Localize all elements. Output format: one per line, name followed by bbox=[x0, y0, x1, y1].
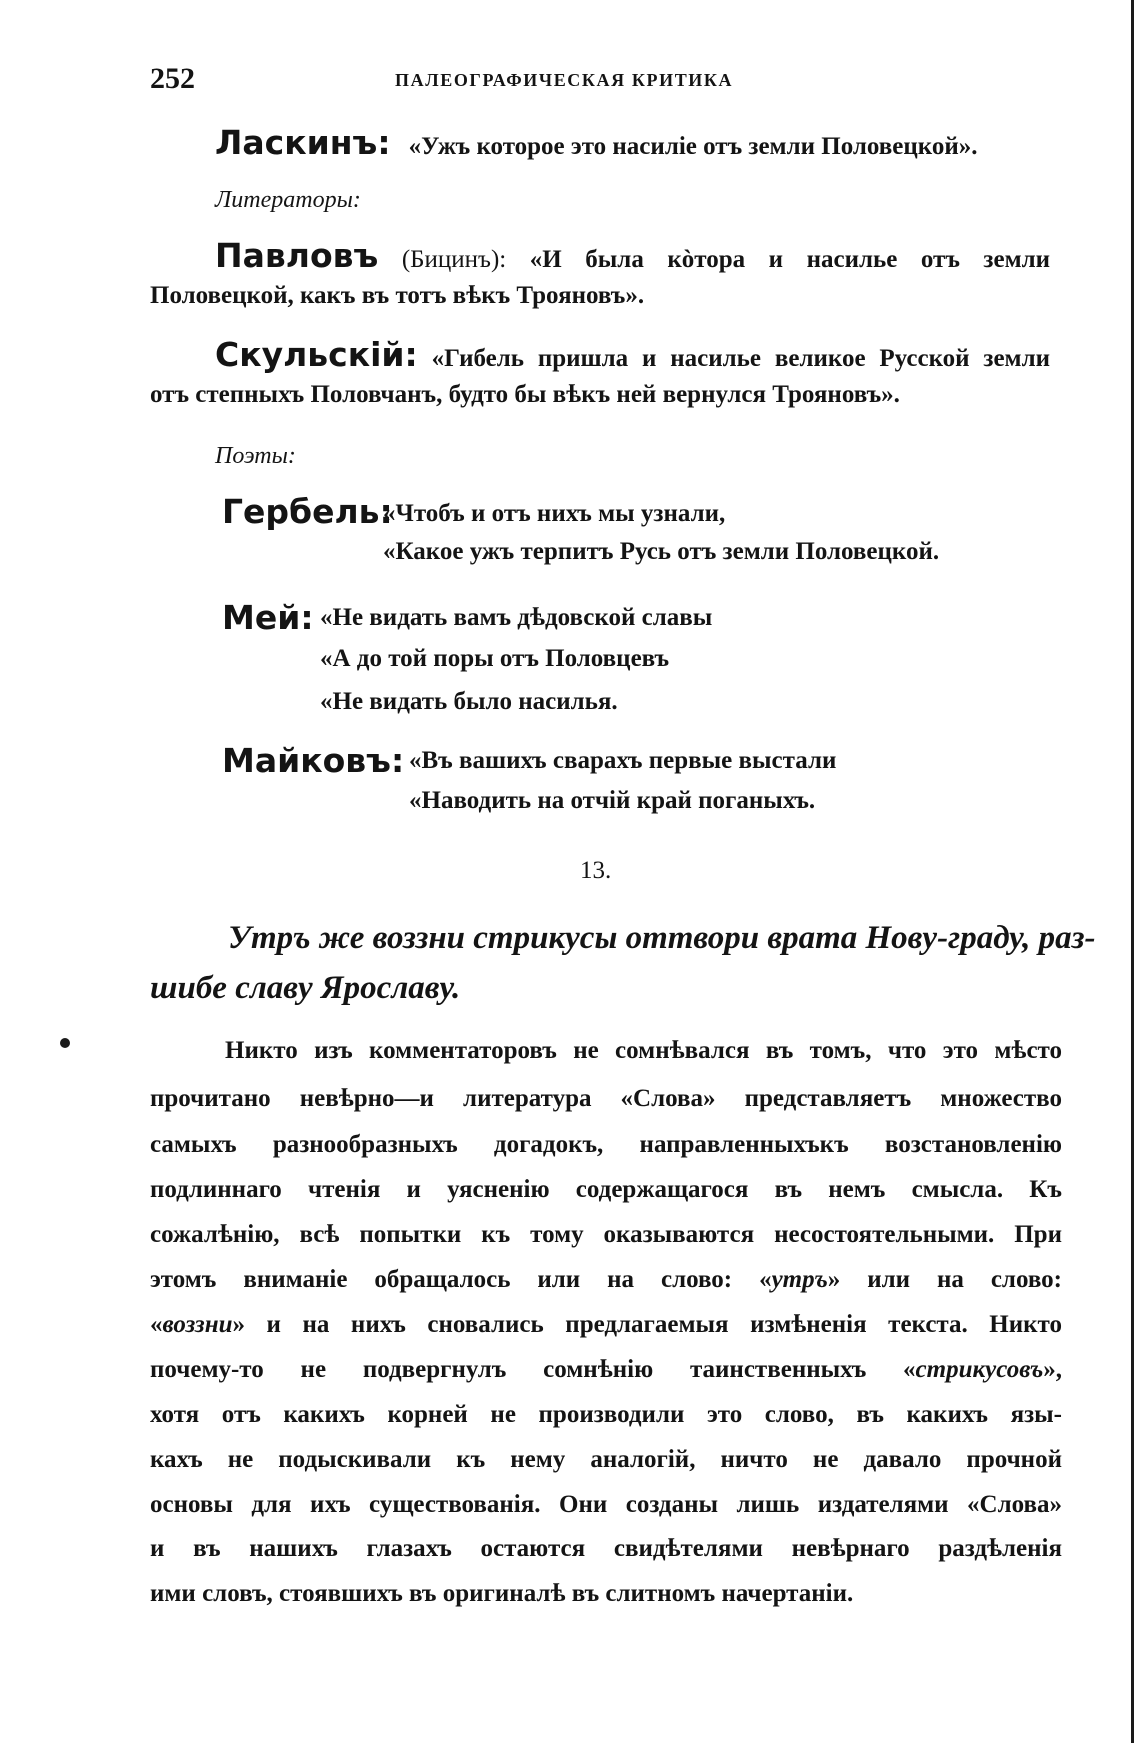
author-mey: Мей: bbox=[222, 598, 314, 637]
running-title: ПАЛЕОГРАФИЧЕСКАЯ КРИТИКА bbox=[395, 70, 734, 90]
section-heading-line1: Утръ же воззни стрикусы оттвори врата Нову-граду, раз- bbox=[228, 920, 1096, 956]
paragraph-line: почему-то не подвергнулъ сомнѣнію таинственныхъ «стрикусовъ», bbox=[150, 1356, 1062, 1383]
author-suffix: (Бицинъ): bbox=[401, 246, 507, 273]
gerbel-line2: «Какое ужъ терпитъ Русь отъ земли Половецкой. bbox=[383, 538, 940, 565]
paragraph-line: основы для ихъ существованія. Они созданы лишь издателями «Слова» bbox=[150, 1491, 1062, 1518]
mey-line2: «А до той поры отъ Половцевъ bbox=[320, 645, 670, 672]
author-name: Скульскій: bbox=[215, 335, 418, 374]
quote-text: «Ужъ которое это насиліе отъ земли Половецкой». bbox=[408, 133, 978, 160]
author-gerbel: Гербель: bbox=[222, 492, 393, 531]
maykov-line2: «Наводить на отчій край поганыхъ. bbox=[409, 787, 816, 814]
paragraph-line: сожалѣнію, всѣ попытки къ тому оказываются несостоятельными. При bbox=[150, 1221, 1062, 1248]
paragraph-line: и въ нашихъ глазахъ остаются свидѣтелями невѣрнаго раздѣленія bbox=[150, 1535, 1062, 1562]
page-edge-rule bbox=[1131, 0, 1134, 1743]
translation-skulsky-line1 bbox=[150, 335, 1050, 374]
paragraph-line: прочитано невѣрно—и литература «Слова» представляетъ множество bbox=[150, 1085, 1062, 1112]
translation-laskin bbox=[215, 123, 978, 162]
author-name: Павловъ bbox=[215, 236, 379, 275]
maykov-line1: «Въ вашихъ сварахъ первые выстали bbox=[409, 747, 837, 774]
translation-pavlov-line1 bbox=[150, 236, 1050, 275]
page-number: 252 bbox=[150, 62, 195, 95]
paragraph-line: хотя отъ какихъ корней не производили это слово, въ какихъ язы- bbox=[150, 1401, 1062, 1428]
mey-line3: «Не видать было насилья. bbox=[320, 688, 618, 715]
author-name: Ласкинъ: bbox=[215, 123, 391, 162]
emphasis-word: воззни bbox=[162, 1311, 233, 1338]
author-maykov: Майковъ: bbox=[222, 741, 405, 780]
paragraph-line: кахъ не подыскивали къ нему аналогій, ничто не давало прочной bbox=[150, 1446, 1062, 1473]
paragraph-line: «воззни» и на нихъ сновались предлагаемыя измѣненія текста. Никто bbox=[150, 1311, 1062, 1338]
category-poets: Поэты: bbox=[215, 443, 296, 469]
category-literators: Литераторы: bbox=[215, 187, 361, 213]
quote-text: «И была кòтора и насилье отъ земли bbox=[529, 246, 1051, 273]
emphasis-word: стрикусовъ bbox=[915, 1356, 1044, 1383]
paragraph-line: ими словъ, стоявшихъ въ оригиналѣ въ слитномъ начертаніи. bbox=[150, 1580, 854, 1607]
paragraph-line: самыхъ разнообразныхъ догадокъ, направленныхъкъ возстановленію bbox=[150, 1131, 1062, 1158]
section-heading-line2: шибе славу Ярославу. bbox=[150, 970, 461, 1006]
gerbel-line1: «Чтобъ и отъ нихъ мы узнали, bbox=[383, 500, 726, 527]
paragraph-line: этомъ вниманіе обращалось или на слово: «утръ» или на слово: bbox=[150, 1266, 1062, 1293]
paragraph-line: подлиннаго чтенія и уясненію содержащагося въ немъ смысла. Къ bbox=[150, 1176, 1062, 1203]
emphasis-word: утръ bbox=[771, 1266, 828, 1293]
margin-mark bbox=[60, 1038, 70, 1048]
quote-text: «Гибель пришла и насилье великое Русской земли bbox=[431, 345, 1050, 372]
section-number: 13. bbox=[580, 857, 612, 884]
translation-skulsky-line2: отъ степныхъ Половчанъ, будто бы вѣкъ ней вернулся Трояновъ». bbox=[150, 381, 900, 408]
mey-line1: «Не видать вамъ дѣдовской славы bbox=[320, 604, 713, 631]
paragraph-line: Никто изъ комментаторовъ не сомнѣвался въ томъ, что это мѣсто bbox=[225, 1037, 1062, 1064]
translation-pavlov-line2: Половецкой, какъ въ тотъ вѣкъ Трояновъ». bbox=[150, 282, 645, 309]
